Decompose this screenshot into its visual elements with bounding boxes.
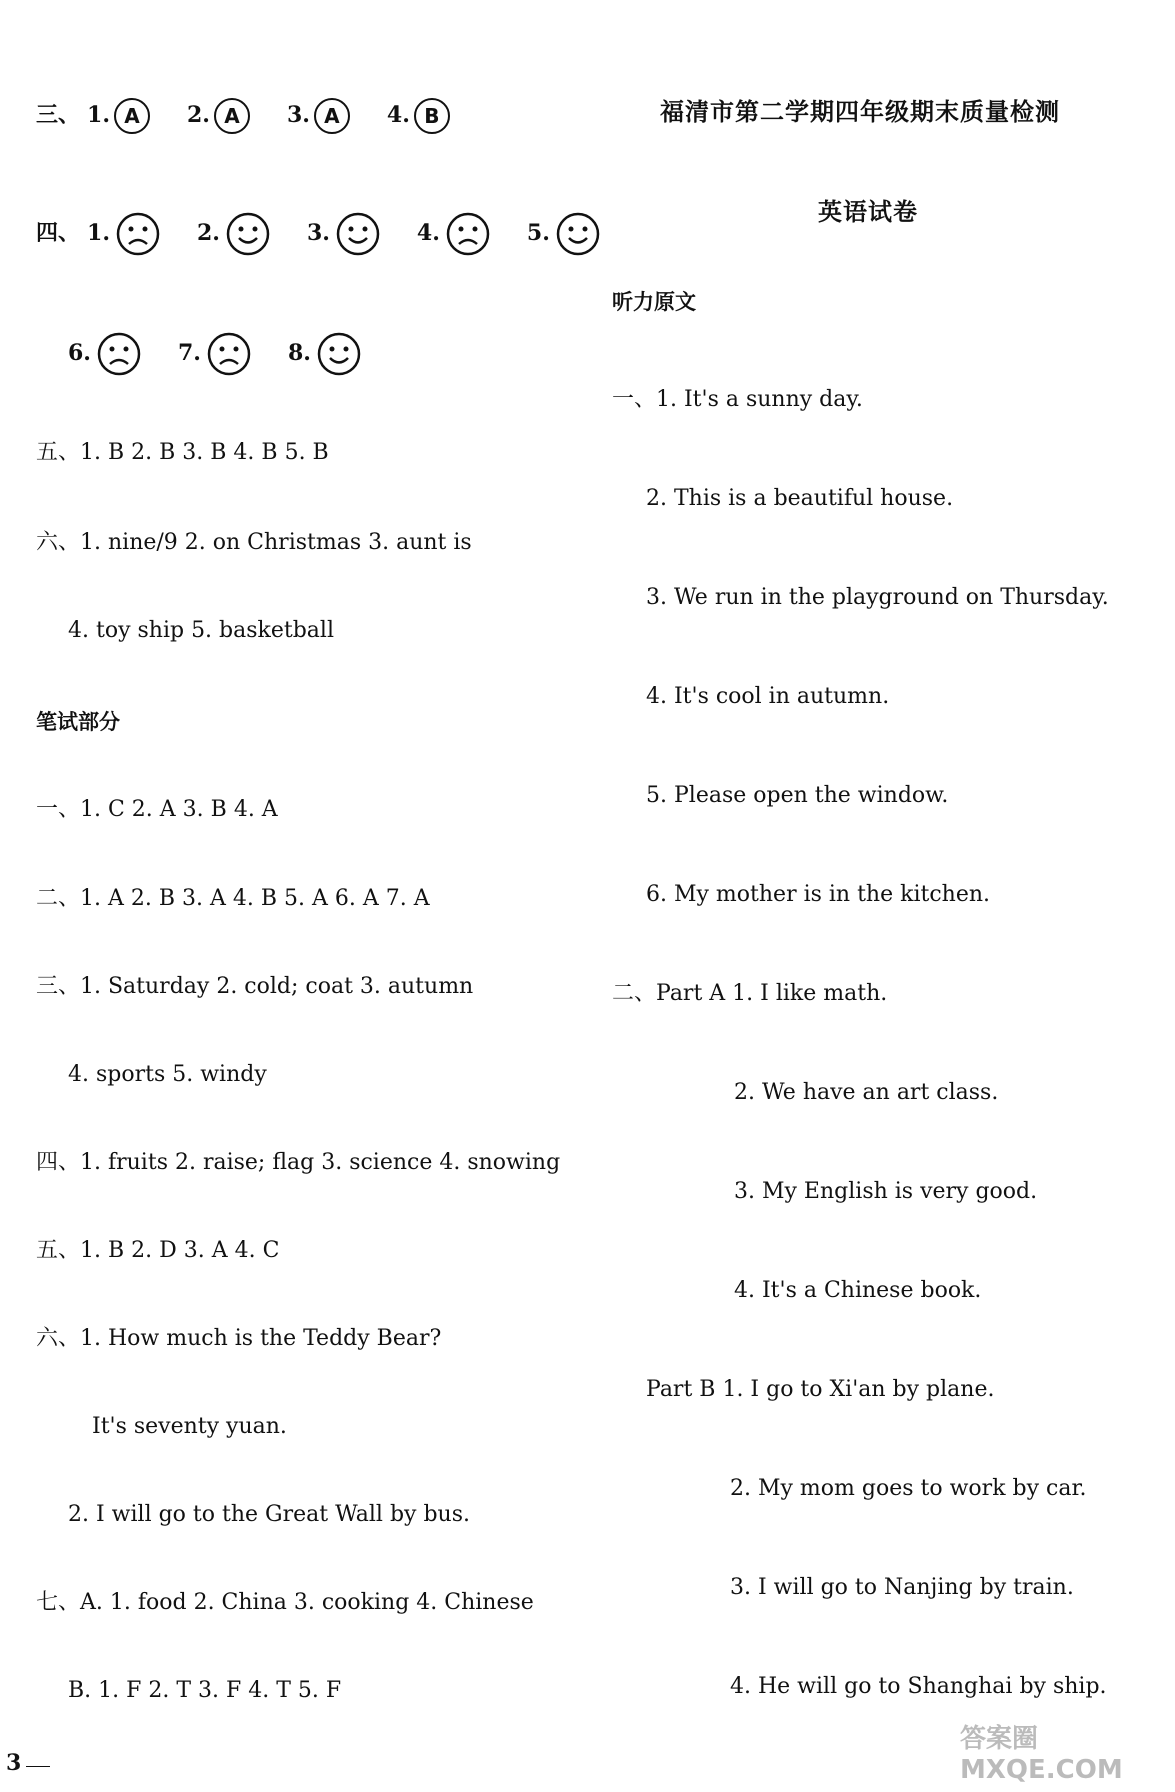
listening-line: 3. I will go to Nanjing by train.: [730, 1575, 1074, 1600]
watermark: 答案圈 MXQE.COM: [960, 1724, 1123, 1785]
written-section-heading: 笔试部分: [36, 710, 120, 734]
q3-row: 三、 1. A 2. A 3. A 4. B: [36, 98, 480, 134]
q6-answers-a: 六、1. nine/9 2. on Christmas 3. aunt is: [36, 530, 472, 555]
happy-face-icon: [317, 332, 361, 376]
page-number-dash: [26, 1766, 50, 1767]
listening-line: 二、Part A 1. I like math.: [612, 981, 888, 1006]
listening-line: 6. My mother is in the kitchen.: [646, 882, 990, 907]
answer-circle: A: [214, 98, 250, 134]
w7-answers-b: B. 1. F 2. T 3. F 4. T 5. F: [68, 1678, 342, 1703]
listening-line: 2. This is a beautiful house.: [646, 486, 954, 511]
w1-answers: 一、1. C 2. A 3. B 4. A: [36, 797, 278, 822]
listening-heading: 听力原文: [612, 290, 696, 314]
w6-answers-a: 六、1. How much is the Teddy Bear?: [36, 1326, 442, 1351]
w3-answers-b: 4. sports 5. windy: [68, 1062, 267, 1087]
listening-line: 4. He will go to Shanghai by ship.: [730, 1674, 1107, 1699]
w7-answers-a: 七、A. 1. food 2. China 3. cooking 4. Chinese: [36, 1590, 534, 1615]
sad-face-icon: [207, 332, 251, 376]
listening-line: Part B 1. I go to Xi'an by plane.: [646, 1377, 995, 1402]
sad-face-icon: [446, 212, 490, 256]
sad-face-icon: [116, 212, 160, 256]
w2-answers: 二、1. A 2. B 3. A 4. B 5. A 6. A 7. A: [36, 886, 430, 911]
w5-answers: 五、1. B 2. D 3. A 4. C: [36, 1238, 280, 1263]
w3-answers-a: 三、1. Saturday 2. cold; coat 3. autumn: [36, 974, 474, 999]
q5-answers: 五、1. B 2. B 3. B 4. B 5. B: [36, 440, 329, 465]
happy-face-icon: [226, 212, 270, 256]
listening-line: 4. It's a Chinese book.: [734, 1278, 982, 1303]
page-number: 3: [6, 1750, 22, 1776]
listening-line: 2. My mom goes to work by car.: [730, 1476, 1087, 1501]
listening-line: 3. My English is very good.: [734, 1179, 1038, 1204]
q4-row-2: 6. 7. 8.: [68, 332, 391, 376]
happy-face-icon: [556, 212, 600, 256]
sad-face-icon: [97, 332, 141, 376]
listening-line: 5. Please open the window.: [646, 783, 949, 808]
listening-line: 3. We run in the playground on Thursday.: [646, 585, 1109, 610]
q3-label: 三、: [36, 102, 81, 128]
listening-line: 2. We have an art class.: [734, 1080, 999, 1105]
w6-answers-b: It's seventy yuan.: [92, 1414, 287, 1439]
q4-row-1: 四、 1. 2. 3. 4. 5.: [36, 212, 630, 256]
listening-line: 一、1. It's a sunny day.: [612, 387, 863, 412]
listening-line: 4. It's cool in autumn.: [646, 684, 890, 709]
answer-circle: A: [114, 98, 150, 134]
q6-answers-b: 4. toy ship 5. basketball: [68, 618, 334, 643]
w6-answers-c: 2. I will go to the Great Wall by bus.: [68, 1502, 471, 1527]
answer-circle: A: [314, 98, 350, 134]
exam-subtitle: 英语试卷: [818, 198, 918, 226]
answer-circle: B: [414, 98, 450, 134]
w4-answers: 四、1. fruits 2. raise; flag 3. science 4. snowing: [36, 1150, 561, 1175]
happy-face-icon: [336, 212, 380, 256]
exam-title: 福清市第二学期四年级期末质量检测: [660, 98, 1060, 126]
